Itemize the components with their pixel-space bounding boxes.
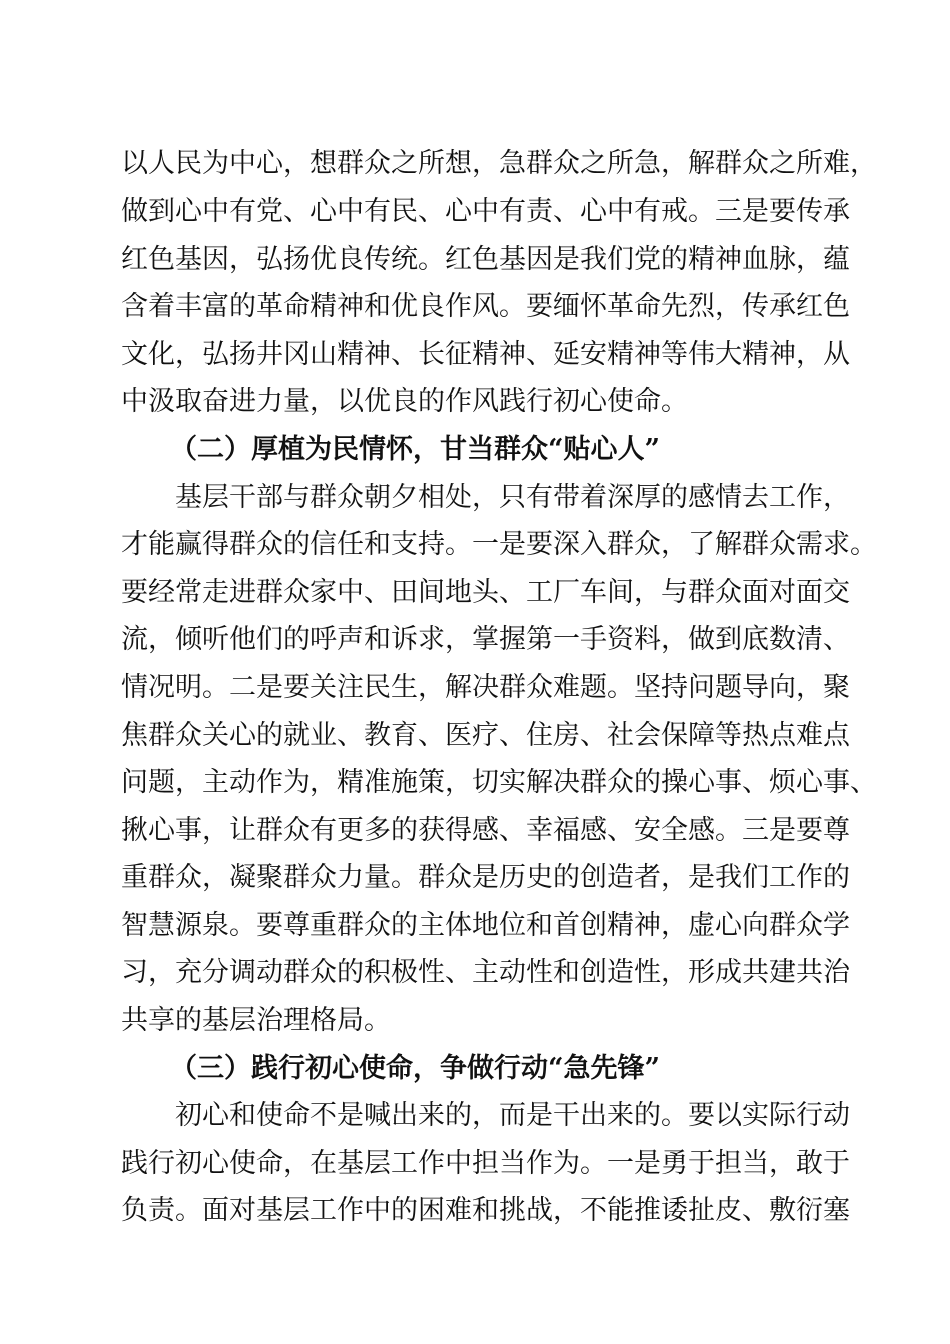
paragraph-2-line-3: 要经常走进群众家中、田间地头、工厂车间，与群众面对面交 [121,577,850,608]
paragraph-2-line-10: 智慧源泉。要尊重群众的主体地位和首创精神，虚心向群众学 [121,910,850,941]
paragraph-2-line-1: 基层干部与群众朝夕相处，只有带着深厚的感情去工作， [175,482,850,513]
paragraph-1-line-6: 中汲取奋进力量，以优良的作风践行初心使命。 [121,386,688,417]
paragraph-2-line-8: 揪心事，让群众有更多的获得感、幸福感、安全感。三是要尊 [121,815,850,846]
paragraph-3-line-3: 负责。面对基层工作中的困难和挑战，不能推诿扯皮、敷衍塞 [121,1195,850,1226]
paragraph-1-line-4: 含着丰富的革命精神和优良作风。要缅怀革命先烈，传承红色 [121,291,850,322]
paragraph-2-line-6: 焦群众关心的就业、教育、医疗、住房、社会保障等热点难点 [121,720,850,751]
paragraph-1-line-1: 以人民为中心，想群众之所想，急群众之所急，解群众之所难， [121,148,877,179]
paragraph-2-line-12: 共享的基层治理格局。 [121,1005,391,1036]
paragraph-2-line-2: 才能赢得群众的信任和支持。一是要深入群众，了解群众需求。 [121,529,877,560]
paragraph-1-line-3: 红色基因，弘扬优良传统。红色基因是我们党的精神血脉，蕴 [121,244,850,275]
paragraph-2-line-4: 流，倾听他们的呼声和诉求，掌握第一手资料，做到底数清、 [121,624,850,655]
paragraph-1-line-2: 做到心中有党、心中有民、心中有责、心中有戒。三是要传承 [121,196,850,227]
paragraph-2-line-9: 重群众，凝聚群众力量。群众是历史的创造者，是我们工作的 [121,862,850,893]
paragraph-3-line-1: 初心和使命不是喊出来的，而是干出来的。要以实际行动 [175,1100,850,1131]
paragraph-3-line-2: 践行初心使命，在基层工作中担当作为。一是勇于担当，敢于 [121,1148,850,1179]
section-heading-3: （三）践行初心使命，争做行动“急先锋” [170,1053,661,1084]
paragraph-2-line-11: 习，充分调动群众的积极性、主动性和创造性，形成共建共治 [121,957,850,988]
paragraph-1-line-5: 文化，弘扬井冈山精神、长征精神、延安精神等伟大精神，从 [121,339,850,370]
section-heading-2: （二）厚植为民情怀，甘当群众“贴心人” [170,434,661,465]
paragraph-2-line-5: 情况明。二是要关注民生，解决群众难题。坚持问题导向，聚 [121,672,850,703]
paragraph-2-line-7: 问题，主动作为，精准施策，切实解决群众的操心事、烦心事、 [121,767,877,798]
